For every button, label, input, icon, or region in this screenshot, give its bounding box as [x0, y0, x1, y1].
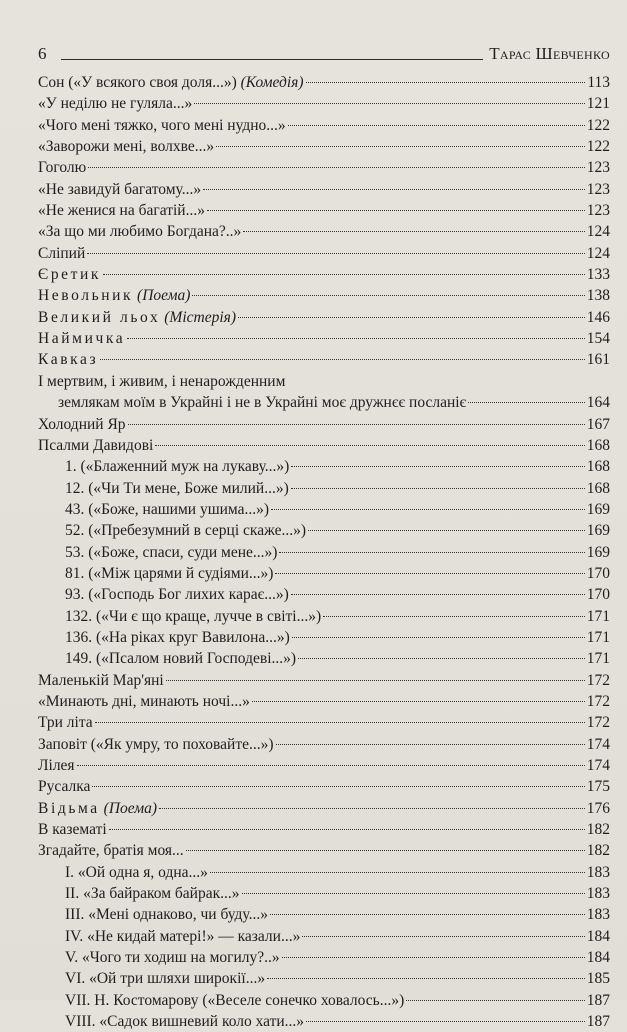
toc-entry [38, 243, 610, 264]
toc-entry-title [65, 926, 300, 947]
toc-title-text: «Не завидуй багатому...» [38, 180, 202, 198]
toc-entry-title [65, 584, 289, 605]
toc-page-number: 170 [586, 564, 610, 582]
toc-title-text: Кавказ [38, 351, 99, 369]
toc-entry [38, 349, 610, 370]
toc-page-number: 168 [586, 479, 610, 497]
dot-leader [279, 552, 584, 553]
dot-leader [267, 978, 585, 979]
toc-entry-title [38, 414, 126, 435]
toc-page-number: 154 [586, 330, 610, 348]
toc-page-number: 185 [586, 970, 610, 988]
toc-entry-title [38, 819, 107, 840]
toc-entry [38, 285, 610, 306]
toc-page-number: 182 [586, 842, 610, 860]
dot-leader [282, 957, 585, 958]
toc-title-text: 81. («Між царями й судіями...») [65, 564, 274, 582]
toc-genre: (Поема) [103, 799, 158, 817]
toc-entry-title [65, 1011, 304, 1032]
dot-leader [128, 424, 585, 425]
toc-page-number: 168 [586, 436, 610, 454]
toc-title-text: 93. («Господь Бог лихих карає...») [65, 586, 289, 604]
toc-entry-title [65, 499, 269, 520]
toc-title-text: Великий льох [38, 308, 161, 326]
toc-entry [38, 136, 610, 157]
toc-page-number: 161 [586, 351, 610, 369]
toc-entry [38, 798, 610, 819]
dot-leader [210, 872, 585, 873]
dot-leader [292, 637, 585, 638]
toc-page-number: 123 [586, 159, 610, 177]
dot-leader [252, 701, 585, 702]
toc-entry-title [38, 115, 286, 136]
toc-entry [38, 520, 610, 541]
toc-entry [38, 691, 610, 712]
dot-leader [103, 274, 585, 275]
toc-entry-title [38, 285, 190, 306]
toc-title-text: Сон («У всякого своя доля...») [38, 74, 237, 91]
toc-title-text: Наймичка [38, 330, 126, 348]
toc-entry [38, 221, 610, 242]
toc-title-text: «Чого мені тяжко, чого мені нудно...» [38, 116, 286, 134]
toc-title-text: Гоголю [38, 159, 87, 177]
toc-title-text: V. «Чого ти ходиш на могилу?..» [65, 949, 280, 967]
toc-page-number: 167 [586, 415, 610, 433]
toc-title-text: Єретик [38, 266, 102, 284]
toc-entry [38, 563, 610, 584]
dot-leader [127, 338, 585, 339]
toc-entry [38, 93, 610, 114]
toc-title-text: «За що ми любимо Богдана?..» [38, 223, 242, 241]
toc-entry [38, 414, 610, 435]
toc-title-text: Три літа [38, 714, 93, 732]
toc-entry [38, 307, 610, 328]
toc-page-number: 122 [586, 116, 610, 134]
toc-title-text: 149. («Псалом новий Господеві...») [65, 650, 297, 668]
toc-title-text: «Не женися на багатій...» [38, 202, 205, 220]
toc-genre: (Містерія) [164, 308, 237, 326]
toc-page-number: 133 [586, 266, 610, 284]
toc-entry-title [38, 691, 250, 712]
toc-page-number: 169 [586, 500, 610, 518]
toc-page-number: 123 [586, 180, 610, 198]
dot-leader [302, 936, 584, 937]
toc-page-number: 175 [586, 778, 610, 796]
toc-entry [38, 670, 610, 691]
toc-entry-title [65, 627, 290, 648]
toc-title-text: «Заворожи мені, волхве...» [38, 138, 215, 156]
toc-entry-title [38, 840, 184, 861]
dot-leader [109, 829, 585, 830]
toc-page-number: 171 [586, 628, 610, 646]
header-rule [61, 59, 484, 60]
dot-leader [203, 189, 585, 190]
toc-entry-title [65, 904, 268, 925]
dot-leader [306, 1021, 585, 1022]
dot-leader [270, 914, 585, 915]
dot-leader [88, 167, 585, 168]
toc-page-number: 171 [586, 607, 610, 625]
toc-entry-title [65, 542, 277, 563]
dot-leader [166, 680, 585, 681]
toc-title-text: Русалка [38, 778, 91, 796]
toc-entry [38, 904, 610, 925]
toc-page-number: 164 [586, 394, 610, 412]
toc-page-number: 170 [586, 586, 610, 604]
toc-entry [38, 712, 610, 733]
toc-entry [38, 819, 610, 840]
toc-entry-title [38, 307, 236, 328]
dot-leader [288, 125, 585, 126]
toc-title-text: «У неділю не гуляла...» [38, 95, 193, 113]
toc-entry [38, 734, 610, 755]
toc-title-text: 132. («Чи є що краще, лучче в світі...») [65, 607, 322, 625]
toc-entry [38, 926, 610, 947]
dot-leader [323, 616, 585, 617]
toc-entry-title [38, 264, 101, 285]
toc-title-text: 43. («Боже, нашими ушима...») [65, 500, 270, 518]
toc-title-text: І мертвим, і живим, і ненарожденним [38, 372, 286, 390]
dot-leader [216, 146, 585, 147]
toc-entry [38, 990, 610, 1011]
running-header [38, 40, 610, 64]
toc-entry [38, 72, 610, 93]
toc-entry [38, 264, 610, 285]
toc-entry [38, 157, 610, 178]
toc-title-text: III. «Мені однаково, чи буду...» [65, 906, 268, 924]
toc-entry-title [65, 968, 265, 989]
dot-leader [207, 210, 585, 211]
toc-entry-title [38, 798, 157, 819]
dot-leader [238, 317, 585, 318]
toc-entry [38, 478, 610, 499]
dot-leader [468, 402, 585, 403]
toc-page-number: 168 [586, 458, 610, 476]
dot-leader [291, 594, 585, 595]
toc-entry-title [38, 221, 241, 242]
toc-page-number: 124 [586, 244, 610, 262]
dot-leader [186, 850, 585, 851]
dot-leader [306, 82, 586, 83]
toc-entry-title [65, 478, 289, 499]
dot-leader [159, 808, 585, 809]
toc-title-text: В казематі [38, 821, 107, 839]
toc-page-number: 174 [586, 735, 610, 753]
toc-page-number: 169 [586, 543, 610, 561]
dot-leader [194, 103, 584, 104]
dot-leader [275, 573, 584, 574]
toc-title-text: «Минають дні, минають ночі...» [38, 692, 250, 710]
toc-page-number: 123 [586, 202, 610, 220]
toc-page-number: 172 [586, 692, 610, 710]
toc-page-number: 124 [586, 223, 610, 241]
toc-entry-title [38, 755, 75, 776]
dot-leader [77, 765, 585, 766]
toc-entry-title [38, 371, 610, 392]
toc-title-text: Холодний Яр [38, 415, 126, 433]
dot-leader [243, 231, 584, 232]
toc-entry-title [65, 648, 296, 669]
toc-entry-title [38, 349, 98, 370]
dot-leader [92, 786, 584, 787]
toc-page-number: 182 [586, 821, 610, 839]
toc-entry [38, 627, 610, 648]
toc-entry-title [65, 883, 240, 904]
toc-entry-title [65, 563, 273, 584]
toc-entry-title [65, 990, 404, 1011]
page-number: 6 [38, 44, 47, 63]
toc-entry [38, 862, 610, 883]
running-head-author: Тарас Шевченко [489, 44, 610, 63]
table-of-contents [38, 72, 610, 1032]
toc-entry-title [38, 243, 85, 264]
toc-page-number: 113 [587, 74, 610, 91]
dot-leader [95, 722, 585, 723]
dot-leader [100, 359, 585, 360]
toc-title-text: землякам моїм в Украйні і не в Украйні моє дружнєє посланіє [58, 394, 467, 412]
toc-entry-title [65, 520, 306, 541]
toc-page-number: 172 [586, 714, 610, 732]
toc-entry-title [65, 862, 208, 883]
toc-entry-title [38, 179, 201, 200]
toc-entry-title [38, 93, 192, 114]
toc-page-number: 183 [586, 863, 610, 881]
toc-entry-title [38, 72, 304, 93]
toc-genre: (Комедія) [240, 74, 304, 91]
toc-title-text: 1. («Блаженний муж на лукаву...») [65, 458, 290, 476]
toc-entry-title [65, 947, 280, 968]
toc-entry [38, 883, 610, 904]
toc-page-number: 174 [586, 757, 610, 774]
toc-entry-title [38, 136, 214, 157]
toc-page-number: 169 [586, 522, 610, 540]
toc-title-text: VII. Н. Костомарову («Веселе сонечко ховалось...») [65, 991, 405, 1009]
toc-title-text: Заповіт («Як умру, то поховайте...») [38, 735, 274, 753]
toc-entry [38, 840, 610, 861]
toc-page-number: 122 [586, 138, 610, 156]
toc-title-text: 136. («На ріках круг Вавилона...») [65, 628, 290, 646]
toc-entry [38, 584, 610, 605]
dot-leader [155, 445, 584, 446]
toc-title-text: Лілея [38, 757, 75, 774]
toc-entry-title [58, 392, 466, 413]
toc-entry [38, 435, 610, 456]
toc-entry-title [38, 200, 205, 221]
toc-entry [38, 968, 610, 989]
toc-entry [38, 606, 610, 627]
toc-entry-title [38, 670, 164, 691]
toc-entry-title [38, 776, 90, 797]
dot-leader [298, 658, 585, 659]
dot-leader [271, 509, 585, 510]
toc-entry-title [38, 435, 153, 456]
toc-page-number: 172 [586, 671, 610, 689]
toc-entry [38, 542, 610, 563]
toc-entry-title [38, 734, 274, 755]
toc-title-text: IV. «Не кидай матері!» — казали...» [65, 927, 301, 945]
toc-entry-title [38, 328, 125, 349]
toc-title-text: Маленькій Мар'яні [38, 671, 164, 689]
toc-page-number: 146 [586, 308, 610, 326]
dot-leader [308, 530, 585, 531]
toc-page-number: 184 [586, 927, 610, 945]
toc-page-number: 187 [586, 1013, 610, 1031]
toc-title-text: Псалми Давидові [38, 436, 154, 454]
dot-leader [291, 466, 584, 467]
toc-page-number: 176 [586, 799, 610, 817]
toc-title-text: II. «За байраком байрак...» [65, 885, 240, 903]
toc-entry-title [65, 456, 289, 477]
toc-entry [38, 648, 610, 669]
toc-title-text: I. «Ой одна я, одна...» [65, 863, 208, 881]
toc-title-text: Відьма [38, 799, 100, 817]
toc-page-number: 138 [586, 287, 610, 305]
dot-leader [87, 253, 584, 254]
dot-leader [291, 488, 585, 489]
toc-entry-title [38, 712, 93, 733]
toc-page-number: 121 [586, 95, 610, 113]
toc-entry-title [65, 606, 321, 627]
toc-page-number: 171 [586, 650, 610, 668]
dot-leader [192, 295, 584, 296]
toc-entry [38, 371, 610, 392]
toc-entry [38, 328, 610, 349]
toc-entry [38, 1011, 610, 1032]
toc-entry [38, 179, 610, 200]
toc-genre: (Поема) [137, 287, 191, 305]
toc-entry [38, 499, 610, 520]
toc-title-text: 53. («Боже, спаси, суди мене...») [65, 543, 278, 561]
toc-page-number: 183 [586, 906, 610, 924]
toc-title-text: 52. («Пребезумний в серці скаже...») [65, 522, 306, 540]
toc-entry [38, 755, 610, 776]
toc-entry-title [38, 157, 86, 178]
toc-title-text: Сліпий [38, 244, 86, 262]
toc-title-text: 12. («Чи Ти мене, Боже милий...») [65, 479, 289, 497]
toc-page-number: 184 [586, 949, 610, 967]
toc-entry [38, 776, 610, 797]
toc-entry [38, 200, 610, 221]
toc-page-number: 183 [586, 885, 610, 903]
toc-entry [38, 456, 610, 477]
toc-entry [38, 947, 610, 968]
toc-entry [38, 115, 610, 136]
dot-leader [276, 744, 585, 745]
toc-title-text: Згадайте, братія моя... [38, 842, 184, 860]
toc-title-text: VI. «Ой три шляхи широкії...» [65, 970, 266, 988]
toc-page-number: 187 [586, 991, 610, 1009]
toc-title-text: VIII. «Садок вишневий коло хати...» [65, 1013, 305, 1031]
dot-leader [242, 893, 585, 894]
toc-title-text: Невольник [38, 287, 134, 305]
toc-entry [38, 392, 610, 413]
